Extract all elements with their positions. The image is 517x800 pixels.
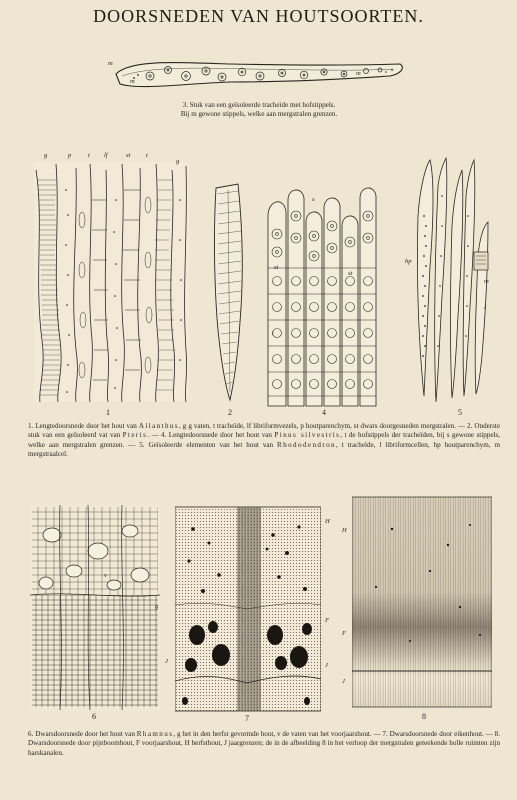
caption-figures-6-8 [28, 730, 500, 758]
caption-mid-d: , t de hofstippels der tracheïden, bij s gewone stippels, welke aan mergstralen grenzen. — 5. Geïsoleerde elementen van het hout van [28, 431, 500, 449]
caption-mid-ailanthus: Ailanthus [138, 422, 179, 430]
caption-bot-b: , g het in den herfst gevormde hout, v de vaten van het voorjaarshout. — 7. Dwarsdoorsnede door eikenhout. — 8. Dwarsdoorsnede door pijnboomhout, F voorjaarshout, H herfsthout, J jaargrenzen; de in de afbeelding 8 in het verloop der mergstralen geteekende holle ruimten zijn harskanalen. [28, 730, 500, 757]
figure-number-6: 6 [92, 712, 96, 721]
figure-1-ailanthus [30, 160, 195, 410]
figure-8-pine [352, 495, 492, 709]
caption-bot-rhamnus: Rhamnus [136, 730, 174, 738]
figure-6-rhamnus [30, 505, 160, 710]
fig1-label-t: t [88, 152, 90, 159]
fig4-label-st: st [274, 264, 279, 271]
figure-4-pinus [262, 186, 392, 408]
caption-fig3-line1: 3. Stuk van een geïsoleerde tracheïde met hofstippels. [182, 101, 336, 109]
fig8-label-H: H [342, 527, 347, 534]
figure-number-8: 8 [422, 712, 426, 721]
fig1-label-g2: g [176, 158, 180, 165]
figure-number-5: 5 [458, 408, 462, 417]
figure-number-1: 1 [106, 408, 110, 417]
fig1-label-t2: t [146, 152, 148, 159]
fig3-label-m3: m [356, 70, 361, 77]
fig1-label-p: p [68, 152, 72, 159]
fig4-label-t: t [272, 330, 274, 337]
plate-title: DOORSNEDEN VAN HOUTSOORTEN. [93, 6, 424, 26]
caption-mid-rhododendron: Rhododendron [277, 440, 336, 449]
figure-number-4: 4 [322, 408, 326, 417]
fig1-label-g: g [44, 152, 48, 159]
fig8-label-F: F [342, 630, 346, 637]
caption-mid-pinus: Pinus silvestris [274, 431, 341, 440]
fig3-label-m2: m [130, 78, 135, 85]
fig4-label-s: s [312, 196, 315, 203]
fig5-label-m: m [484, 278, 489, 285]
fig7-label-J: J [165, 658, 168, 665]
fig7-label-H: H [325, 518, 330, 525]
caption-figures-1-5 [28, 422, 500, 460]
figure-7-oak [175, 505, 321, 713]
fig3-label-m1: m [108, 60, 113, 67]
caption-mid-b: , g g vaten, t tracheïde, lf libriformvezels, p houtparenchym, st dwars doorgesneden mergstralen. — 2. Onderste stuk van een geïsoleerd vat van [28, 422, 501, 440]
fig1-label-lf: lf [104, 152, 108, 159]
caption-bot-a: 6. Dwarsdoorsnede door het hout van [28, 730, 137, 738]
caption-figure-3 [100, 101, 418, 120]
figure-2-pteris [208, 182, 254, 404]
fig5-label-hp: hp [405, 258, 412, 265]
caption-mid-c: . — 4. Lengtedoorsnede door het hout van [147, 431, 275, 440]
figure-number-2: 2 [228, 408, 232, 417]
figure-3-tracheid [110, 52, 410, 94]
fig8-label-J: J [342, 678, 345, 685]
fig1-label-st: st [126, 152, 131, 159]
caption-mid-pteris: Pteris [122, 431, 148, 440]
figure-number-7: 7 [245, 714, 249, 723]
fig5-label-l: l [484, 304, 486, 311]
fig6-label-v: v [104, 572, 107, 579]
fig7-label-J2: J [325, 662, 328, 669]
caption-fig3-line2: Bij m gewone stippels, welke aan mergstralen grenzen. [180, 110, 338, 119]
fig7-label-F: F [325, 617, 329, 624]
fig4-label-st2: st [348, 270, 353, 277]
caption-mid-e: , t tracheïde, l libriformcellen, hp houtparenchym, m mergstraalcel. [28, 440, 500, 459]
fig6-label-g: g [155, 603, 159, 610]
caption-mid-a: 1. Lengtedoorsnede door het hout van [28, 422, 139, 430]
